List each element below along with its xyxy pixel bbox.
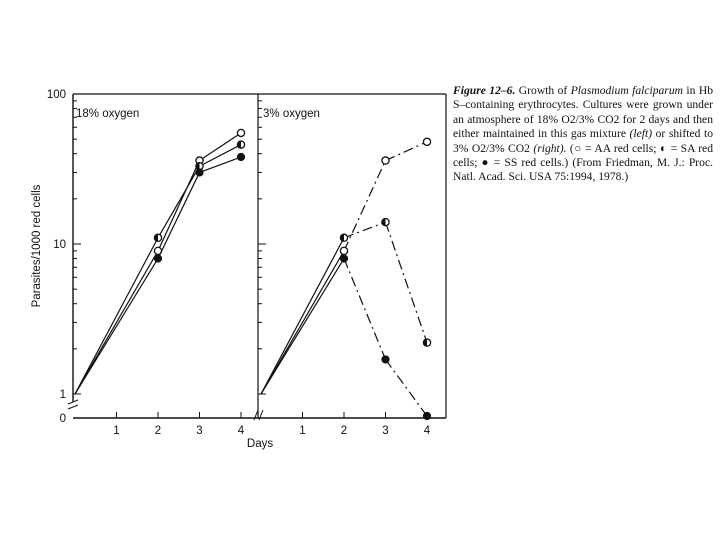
series-segment bbox=[200, 157, 242, 172]
y-tick-label: 0 bbox=[59, 413, 66, 425]
data-point-filled bbox=[196, 169, 203, 176]
series-segment bbox=[158, 172, 200, 258]
x-tick-label: 3 bbox=[382, 425, 389, 437]
data-point-open bbox=[237, 129, 244, 136]
x-axis-label: Days bbox=[246, 438, 274, 450]
y-tick-label: 1 bbox=[59, 389, 66, 401]
series-segment bbox=[75, 251, 158, 394]
x-tick-label: 1 bbox=[299, 425, 306, 437]
series-segment bbox=[344, 222, 386, 238]
series-segment bbox=[386, 142, 428, 161]
x-tick-label: 3 bbox=[196, 425, 203, 437]
caption-text-4: (○ = AA red cells; ◐ = SA red cells; ● = SS red cells.) (From Friedman, M. J.: Proc. Natl. Acad. Sci. USA 75:1994, 1978.) bbox=[453, 141, 714, 184]
series-layer bbox=[75, 129, 431, 419]
x-tick-label: 2 bbox=[340, 425, 348, 437]
y-axis-label: Parasites/1000 red cells bbox=[31, 184, 43, 308]
caption-text-2: in Hb S–containing erythrocytes. Cultures were grown under an atmosphere of 18% O2/3% CO2 for 2 days and then either maintained in this gas mixture bbox=[453, 84, 714, 141]
series-segment bbox=[261, 251, 344, 394]
series-segment bbox=[75, 259, 158, 394]
series-segment bbox=[158, 161, 200, 251]
caption-text-3: or shifted to 3% O2/3% CO2 bbox=[453, 127, 713, 155]
caption-right-word: (right). bbox=[533, 141, 567, 155]
data-point-open bbox=[423, 138, 430, 145]
data-point-open bbox=[382, 157, 389, 164]
x-tick-label: 4 bbox=[423, 425, 431, 437]
caption-text-1: Growth of bbox=[515, 84, 571, 97]
series-segment bbox=[261, 259, 344, 394]
series-segment bbox=[344, 161, 386, 251]
figure-label: Figure 12–6. bbox=[453, 84, 516, 97]
series-segment bbox=[200, 145, 242, 167]
caption-left-word: (left) bbox=[629, 127, 653, 141]
series-segment bbox=[75, 238, 158, 394]
y-tick-label: 10 bbox=[53, 239, 66, 251]
x-tick-label: 4 bbox=[237, 425, 245, 437]
series-segment bbox=[200, 133, 242, 161]
data-point-filled bbox=[382, 356, 389, 363]
data-point-open bbox=[340, 247, 347, 254]
y-tick-label: 100 bbox=[46, 89, 66, 101]
series-segment bbox=[158, 166, 200, 238]
series-segment bbox=[386, 359, 428, 416]
figure-caption bbox=[453, 84, 713, 185]
data-point-filled bbox=[340, 255, 347, 262]
x-tick-label: 1 bbox=[113, 425, 120, 437]
series-segment bbox=[386, 222, 428, 343]
panel-label-left: 18% oxygen bbox=[76, 108, 140, 120]
series-segment bbox=[261, 238, 344, 394]
caption-species: Plasmodium falciparum bbox=[570, 84, 683, 97]
series-segment bbox=[344, 259, 386, 360]
data-point-filled bbox=[154, 255, 161, 262]
panel-label-right: 3% oxygen bbox=[263, 108, 320, 120]
panel-frames bbox=[68, 94, 446, 420]
data-point-filled bbox=[237, 153, 244, 160]
data-point-filled bbox=[423, 412, 430, 419]
x-tick-label: 2 bbox=[154, 425, 162, 437]
